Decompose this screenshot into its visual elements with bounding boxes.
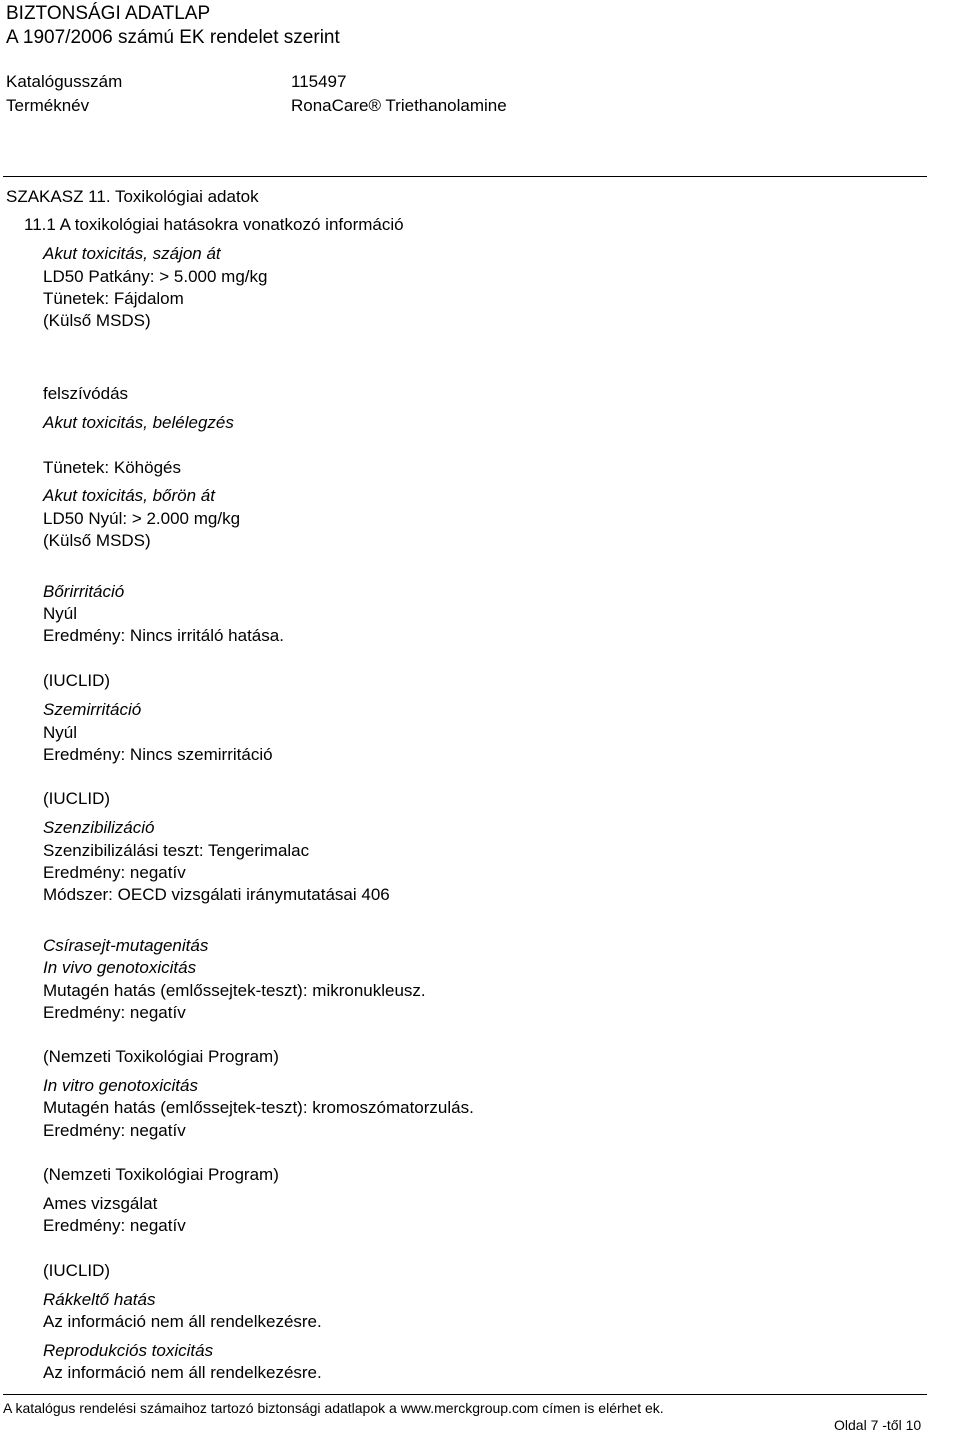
acute-oral-source: (Külső MSDS) — [43, 311, 151, 330]
in-vitro-test: Mutagén hatás (emlőssejtek-teszt): kromoszómatorzulás. — [43, 1098, 474, 1117]
catalog-number-value: 115497 — [291, 72, 347, 91]
footer-divider — [3, 1394, 927, 1395]
product-name-label: Terméknév — [6, 96, 90, 115]
ames-test-source: (IUCLID) — [43, 1261, 111, 1280]
skin-irritation-source: (IUCLID) — [43, 671, 111, 690]
sensitization-test: Szenzibilizálási teszt: Tengerimalac — [43, 841, 310, 860]
ames-test-heading: Ames vizsgálat — [43, 1194, 158, 1213]
product-name-value: RonaCare® Triethanolamine — [291, 96, 507, 115]
sensitization-heading: Szenzibilizáció — [43, 818, 155, 837]
reproductive-toxicity-heading: Reprodukciós toxicitás — [43, 1341, 214, 1360]
skin-irritation-result: Eredmény: Nincs irritáló hatása. — [43, 626, 284, 645]
in-vitro-heading: In vitro genotoxicitás — [43, 1076, 198, 1095]
acute-oral-ld50: LD50 Patkány: > 5.000 mg/kg — [43, 267, 268, 286]
in-vitro-source: (Nemzeti Toxikológiai Program) — [43, 1165, 279, 1184]
eye-irritation-source: (IUCLID) — [43, 789, 111, 808]
section-subtitle: 11.1 A toxikológiai hatásokra vonatkozó információ — [24, 215, 404, 234]
catalog-number-label: Katalógusszám — [6, 72, 123, 91]
in-vivo-result: Eredmény: negatív — [43, 1003, 186, 1022]
mutagenicity-heading: Csírasejt-mutagenitás — [43, 936, 209, 955]
eye-irritation-heading: Szemirritáció — [43, 700, 142, 719]
in-vitro-result: Eredmény: negatív — [43, 1121, 186, 1140]
in-vivo-test: Mutagén hatás (emlőssejtek-teszt): mikronukleusz. — [43, 981, 426, 1000]
acute-oral-heading: Akut toxicitás, szájon át — [43, 244, 221, 263]
sensitization-result: Eredmény: negatív — [43, 863, 186, 882]
ames-test-result: Eredmény: negatív — [43, 1216, 186, 1235]
document-title: BIZTONSÁGI ADATLAP — [6, 3, 211, 24]
carcinogenicity-info: Az információ nem áll rendelkezésre. — [43, 1312, 322, 1331]
regulation-reference: A 1907/2006 számú EK rendelet szerint — [6, 27, 340, 48]
absorption-text: felszívódás — [43, 384, 129, 403]
acute-dermal-ld50: LD50 Nyúl: > 2.000 mg/kg — [43, 509, 241, 528]
section-divider-top — [3, 176, 927, 177]
section-title: SZAKASZ 11. Toxikológiai adatok — [6, 187, 259, 206]
reproductive-toxicity-info: Az információ nem áll rendelkezésre. — [43, 1363, 322, 1382]
eye-irritation-result: Eredmény: Nincs szemirritáció — [43, 745, 273, 764]
acute-oral-symptoms: Tünetek: Fájdalom — [43, 289, 184, 308]
acute-inhalation-symptoms: Tünetek: Köhögés — [43, 458, 181, 477]
in-vivo-source: (Nemzeti Toxikológiai Program) — [43, 1047, 279, 1066]
skin-irritation-heading: Bőrirritáció — [43, 582, 125, 601]
sensitization-method: Módszer: OECD vizsgálati iránymutatásai 406 — [43, 885, 390, 904]
acute-inhalation-heading: Akut toxicitás, belélegzés — [43, 413, 234, 432]
acute-dermal-heading: Akut toxicitás, bőrön át — [43, 486, 215, 505]
page-number: Oldal 7 -től 10 — [834, 1417, 922, 1433]
skin-irritation-species: Nyúl — [43, 604, 78, 623]
acute-dermal-source: (Külső MSDS) — [43, 531, 151, 550]
carcinogenicity-heading: Rákkeltő hatás — [43, 1290, 156, 1309]
eye-irritation-species: Nyúl — [43, 723, 78, 742]
footer-note: A katalógus rendelési számaihoz tartozó biztonsági adatlapok a www.merckgroup.com címen is elérhet ek. — [3, 1400, 664, 1416]
in-vivo-heading: In vivo genotoxicitás — [43, 958, 197, 977]
